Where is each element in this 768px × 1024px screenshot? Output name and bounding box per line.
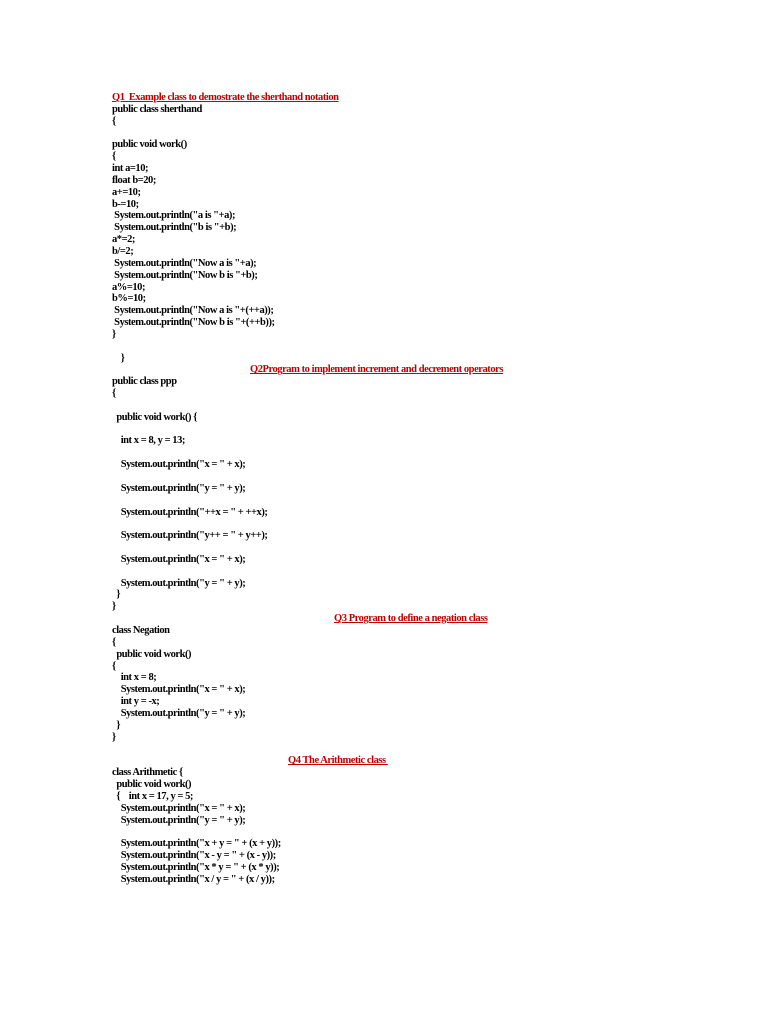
code-line: System.out.println("Now b is "+b); xyxy=(112,269,258,281)
code-line: System.out.println("x * y = " + (x * y)); xyxy=(112,862,280,873)
code-line: b%=10; xyxy=(112,293,146,305)
code-line: System.out.println("b is "+b); xyxy=(112,222,237,234)
code-line: public void work() xyxy=(112,139,187,151)
code-line: System.out.println("x = " + x); xyxy=(112,553,246,565)
code-line: System.out.println("Now a is "+(++a)); xyxy=(112,305,274,317)
code-line: System.out.println("x = " + x); xyxy=(112,802,246,814)
code-line: { xyxy=(112,151,116,163)
code-line: } xyxy=(112,328,116,340)
code-line: } xyxy=(112,731,116,743)
code-line: b-=10; xyxy=(112,198,139,210)
section-gap xyxy=(112,743,652,755)
code-line xyxy=(112,518,652,530)
code-line: int y = -x; xyxy=(112,696,160,708)
code-line xyxy=(112,471,652,483)
code-line: } xyxy=(112,352,125,364)
code-line: System.out.println("++x = " + ++x); xyxy=(112,506,268,518)
code-line: public void work() { xyxy=(112,411,197,423)
section-heading: Q1 Example class to demostrate the sherthand notation xyxy=(112,92,339,103)
code-line xyxy=(112,447,652,459)
code-line: int a=10; xyxy=(112,163,149,175)
code-line: a%=10; xyxy=(112,281,146,293)
code-line xyxy=(112,826,652,838)
code-line: System.out.println("x = " + x); xyxy=(112,459,246,471)
code-line xyxy=(112,424,652,436)
code-line: { xyxy=(112,660,116,672)
code-line: } xyxy=(112,719,121,731)
code-line: int x = 8; xyxy=(112,672,157,684)
code-line: System.out.println("x + y = " + (x + y)); xyxy=(112,838,281,850)
code-line: int x = 8, y = 13; xyxy=(112,435,185,447)
code-line: a*=2; xyxy=(112,234,135,246)
code-line: class Negation xyxy=(112,624,170,636)
code-line: System.out.println("y = " + y); xyxy=(112,814,246,826)
code-line: { xyxy=(112,115,116,127)
code-line xyxy=(112,128,652,140)
code-line: System.out.println("Now a is "+a); xyxy=(112,257,257,269)
code-line: public void work() xyxy=(112,779,192,791)
code-line: System.out.println("y++ = " + y++); xyxy=(112,530,268,542)
code-line: public class ppp xyxy=(112,376,177,388)
code-line xyxy=(112,542,652,554)
code-line: { xyxy=(112,388,116,400)
code-line xyxy=(112,495,652,507)
code-line xyxy=(112,400,652,412)
code-line: { xyxy=(112,636,116,648)
section-heading: Q4 The Arithmetic class xyxy=(288,755,388,767)
code-line: } xyxy=(112,589,121,601)
code-line: System.out.println("Now b is "+(++b)); xyxy=(112,317,275,329)
code-line: class Arithmetic { xyxy=(112,767,183,779)
section-heading: Q2Program to implement increment and decrement operators xyxy=(250,364,503,376)
code-line: System.out.println("y = " + y); xyxy=(112,577,246,589)
code-line: public class sherthand xyxy=(112,103,202,115)
code-line: a+=10; xyxy=(112,186,141,198)
code-line: System.out.println("x - y = " + (x - y)); xyxy=(112,850,276,862)
code-line xyxy=(112,341,652,353)
code-line: System.out.println("x / y = " + (x / y)); xyxy=(112,873,275,885)
code-line: System.out.println("a is "+a); xyxy=(112,210,235,222)
code-line: public void work() xyxy=(112,648,192,660)
code-line: float b=20; xyxy=(112,174,156,186)
code-line: System.out.println("y = " + y); xyxy=(112,482,246,494)
code-line: System.out.println("y = " + y); xyxy=(112,707,246,719)
section-heading: Q3 Program to define a negation class xyxy=(334,613,488,625)
code-line xyxy=(112,566,652,578)
code-line: } xyxy=(112,601,116,613)
code-line: { int x = 17, y = 5; xyxy=(112,790,193,802)
code-line: System.out.println("x = " + x); xyxy=(112,684,246,696)
code-line: b/=2; xyxy=(112,245,134,257)
document-body xyxy=(112,92,652,886)
